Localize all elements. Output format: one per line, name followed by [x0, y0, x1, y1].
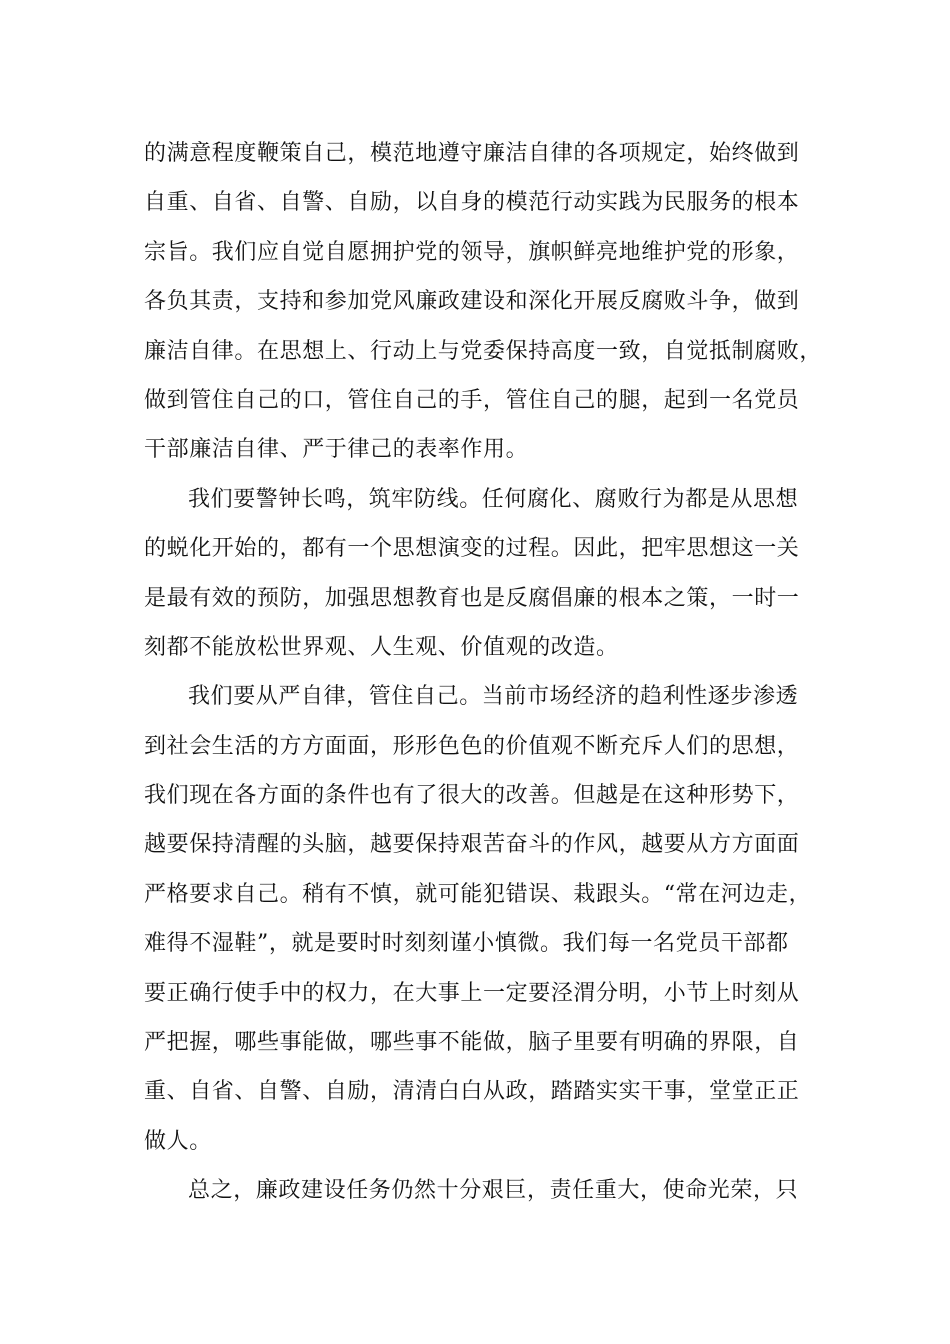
text-line: 到社会生活的方方面面，形形色色的价值观不断充斥人们的思想，	[144, 733, 800, 759]
paragraph	[144, 129, 844, 475]
text-line: 重、自省、自警、自励，清清白白从政，踏踏实实干事，堂堂正正	[144, 1079, 800, 1105]
text-line: 是最有效的预防，加强思想教育也是反腐倡廉的根本之策，一时一	[144, 585, 800, 611]
paragraph	[144, 672, 844, 1166]
text-line: 刻都不能放松世界观、人生观、价值观的改造。	[144, 634, 619, 660]
text-line: 难得不湿鞋”，就是要时时刻刻谨小慎微。我们每一名党员干部都	[144, 931, 789, 957]
text-line: 做人。	[144, 1128, 212, 1154]
text-line: 廉洁自律。在思想上、行动上与党委保持高度一致，自觉抵制腐败，	[144, 338, 823, 364]
text-line: 干部廉洁自律、严于律己的表率作用。	[144, 437, 529, 463]
paragraph	[144, 1166, 844, 1215]
text-line: 做到管住自己的口，管住自己的手，管住自己的腿，起到一名党员	[144, 387, 800, 413]
text-line: 各负其责，支持和参加党风廉政建设和深化开展反腐败斗争，做到	[144, 289, 800, 315]
text-line: 我们要从严自律，管住自己。当前市场经济的趋利性逐步渗透	[188, 684, 799, 710]
text-line: 要正确行使手中的权力，在大事上一定要泾渭分明，小节上时刻从	[144, 980, 800, 1006]
text-line: 的满意程度鞭策自己，模范地遵守廉洁自律的各项规定，始终做到	[144, 141, 800, 166]
paragraph	[144, 475, 844, 673]
text-line: 严把握，哪些事能做，哪些事不能做，脑子里要有明确的界限，自	[144, 1030, 800, 1056]
text-line: 宗旨。我们应自觉自愿拥护党的领导，旗帜鲜亮地维护党的形象，	[144, 239, 800, 265]
text-line: 自重、自省、自警、自励，以自身的模范行动实践为民服务的根本	[144, 190, 800, 216]
text-line: 的蜕化开始的，都有一个思想演变的过程。因此，把牢思想这一关	[144, 536, 800, 562]
text-line: 我们现在各方面的条件也有了很大的改善。但越是在这种形势下，	[144, 783, 800, 809]
text-line: 总之，廉政建设任务仍然十分艰巨，责任重大，使命光荣，只	[188, 1178, 799, 1204]
text-line: 越要保持清醒的头脑，越要保持艰苦奋斗的作风，越要从方方面面	[144, 832, 800, 858]
text-line: 严格要求自己。稍有不慎，就可能犯错误、栽跟头。“常在河边走，	[144, 881, 812, 907]
text-line: 我们要警钟长鸣，筑牢防线。任何腐化、腐败行为都是从思想	[188, 486, 799, 512]
document-body	[144, 129, 844, 1216]
